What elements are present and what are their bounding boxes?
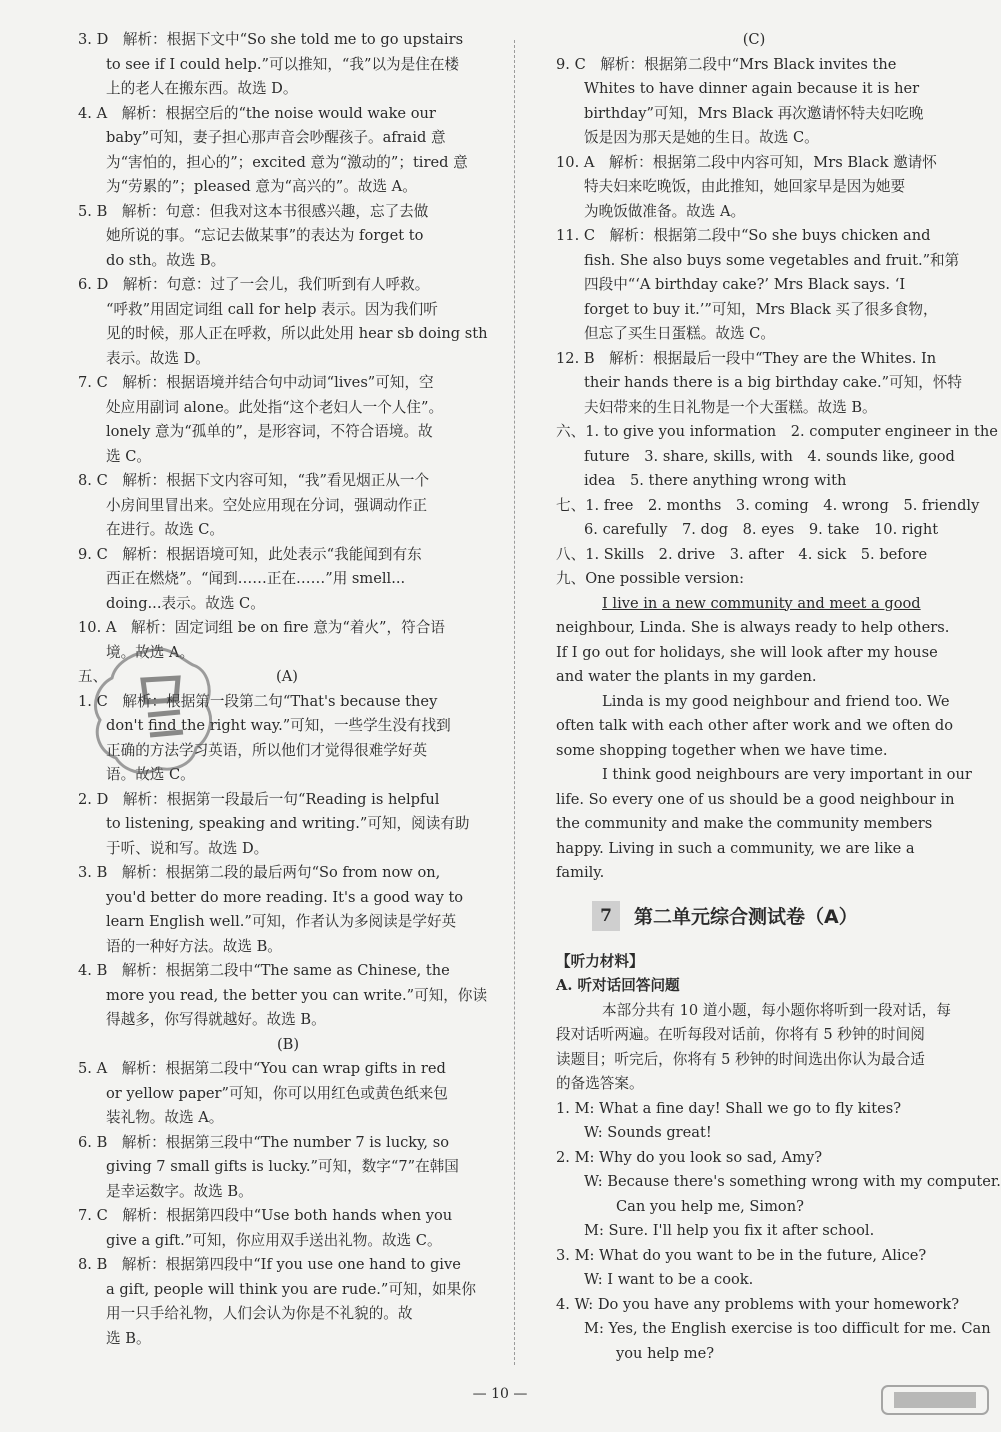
- text-line: 6. carefully 7. dog 8. eyes 9. take 10. right: [584, 521, 939, 538]
- text-line: “呼救”用固定词组 call for help 表示。因为我们听: [106, 300, 438, 318]
- stamp-logo: [88, 640, 218, 794]
- text-line: and water the plants in my garden.: [556, 668, 817, 685]
- text-line: 9. C 解析：根据第二段中“Mrs Black invites the: [556, 55, 897, 73]
- text-line: 得越多，你写得就越好。故选 B。: [106, 1011, 326, 1028]
- text-line: 6. B 解析：根据第三段中“The number 7 is lucky, so: [78, 1133, 449, 1151]
- text-line: 8. C 解析：根据下文内容可知，“我”看见烟正从一个: [78, 472, 430, 489]
- text-line: 的备选答案。: [556, 1075, 644, 1092]
- text-line: 四段中“‘A birthday cake?’ Mrs Black says. ‘I: [584, 276, 906, 293]
- text-line: fish. She also buys some vegetables and fruit.”和第: [584, 251, 960, 269]
- text-line: 特夫妇来吃晚饭，由此推知，她回家早是因为她要: [584, 178, 906, 195]
- text-line: 7. C 解析：根据第四段中“Use both hands when you: [78, 1207, 453, 1224]
- text-line: If I go out for holidays, she will look after my house: [556, 643, 938, 661]
- text-line: 10. A 解析：根据第二段中内容可知，Mrs Black 邀请怀: [556, 153, 937, 171]
- text-line: I think good neighbours are very important in our: [602, 766, 972, 783]
- text-line: 八、1. Skills 2. drive 3. after 4. sick 5. before: [556, 545, 928, 563]
- watermark-logo: [880, 1384, 990, 1432]
- text-line: (C): [742, 31, 766, 48]
- text-line: 1. C 解析：根据第一段第二句“That's because they: [78, 692, 438, 710]
- text-line: birthday”可知，Mrs Black 再次邀请怀特夫妇吃晚: [584, 104, 924, 122]
- text-line: 1. M: What a fine day! Shall we go to fly kites?: [556, 1099, 902, 1117]
- text-line: 是幸运数字。故选 B。: [106, 1182, 253, 1200]
- text-line: 段对话听两遍。在听每段对话前，你将有 5 秒钟的时间阅: [556, 1026, 925, 1043]
- text-line: 在进行。故选 C。: [106, 521, 224, 538]
- section-header: [592, 892, 952, 940]
- text-line: (B): [276, 1035, 300, 1053]
- text-line: 2. M: Why do you look so sad, Amy?: [556, 1148, 823, 1166]
- text-line: 处应用副词 alone。此处指“这个老妇人一个人住”。: [106, 398, 444, 416]
- column-divider: [514, 40, 515, 1365]
- text-line: learn English well.”可知，作者认为多阅读是学好英: [106, 913, 457, 930]
- text-line: often talk with each other after work and we often do: [556, 717, 954, 734]
- text-line: some shopping together when we have time.: [556, 741, 888, 759]
- text-line: 为晚饭做准备。故选 A。: [584, 202, 746, 220]
- text-line: lonely 意为“孤单的”，是形容词，不符合语境。故: [106, 423, 433, 440]
- text-line: 6. D 解析：句意：过了一会儿，我们听到有人呼救。: [78, 276, 430, 293]
- text-line: 表示。故选 D。: [106, 349, 210, 367]
- text-line: 她所说的事。“忘记去做某事”的表达为 forget to: [106, 227, 424, 244]
- text-line: neighbour, Linda. She is always ready to help others.: [556, 619, 950, 636]
- right-column: [556, 28, 1001, 1366]
- text-line: 境。故选 A。: [106, 643, 195, 661]
- text-line: 4. A 解析：根据空后的“the noise would wake our: [78, 104, 436, 122]
- text-line: W: I want to be a cook.: [584, 1271, 754, 1288]
- text-line: 3. M: What do you want to be in the future, Alice?: [556, 1246, 927, 1264]
- right-column-answers: [556, 28, 998, 886]
- text-line: give a gift.”可知，你应用双手送出礼物。故选 C。: [106, 1231, 442, 1249]
- text-line: W: Sounds great!: [584, 1124, 712, 1141]
- text-line: 读题目；听完后，你将有 5 秒钟的时间选出你认为最合适: [556, 1050, 925, 1068]
- text-line: 为“害怕的，担心的”；excited 意为“激动的”；tired 意: [106, 153, 468, 171]
- text-line: 小房间里冒出来。空处应用现在分词，强调动作正: [106, 496, 428, 514]
- text-line: idea 5. there anything wrong with: [584, 472, 847, 489]
- text-line: 选 C。: [106, 447, 151, 465]
- text-line: 西正在燃烧”。“闻到……正在……”用 smell...: [106, 570, 406, 587]
- text-line: 8. B 解析：根据第四段中“If you use one hand to give: [78, 1256, 461, 1273]
- text-line: 11. C 解析：根据第二段中“So she buys chicken and: [556, 227, 931, 244]
- text-line: baby”可知，妻子担心那声音会吵醒孩子。afraid 意: [106, 129, 446, 146]
- section-number-box: 7: [592, 901, 620, 931]
- text-line: giving 7 small gifts is lucky.”可知，数字“7”在韩国: [106, 1158, 459, 1175]
- text-line: the community and make the community members: [556, 815, 933, 832]
- text-line: 语。故选 C。: [106, 766, 195, 783]
- text-line: M: Yes, the English exercise is too difficult for me. Can: [584, 1320, 991, 1337]
- text-line: life. So every one of us should be a good neighbour in: [556, 790, 955, 808]
- text-line: 正确的方法学习英语，所以他们才觉得很难学好英: [106, 741, 428, 759]
- text-line: 2. D 解析：根据第一段最后一句“Reading is helpful: [78, 790, 440, 808]
- text-line: more you read, the better you can write.”可知，你读: [106, 986, 488, 1004]
- listening-material: [556, 950, 1001, 1367]
- text-line: 5. A 解析：根据第二段中“You can wrap gifts in red: [78, 1060, 446, 1077]
- text-line: 本部分共有 10 道小题，每小题你将听到一段对话，每: [602, 1001, 951, 1019]
- text-line: or yellow paper”可知，你可以用红色或黄色纸来包: [106, 1084, 448, 1102]
- text-line: I live in a new community and meet a good: [602, 594, 921, 612]
- subsection-label: (A): [276, 668, 298, 685]
- text-line: Whites to have dinner again because it is her: [584, 80, 920, 97]
- text-line: don't find the right way.”可知，一些学生没有找到: [106, 717, 451, 734]
- text-line: 装礼物。故选 A。: [106, 1109, 224, 1126]
- text-line: future 3. share, skills, with 4. sounds like, good: [584, 447, 955, 465]
- text-line: 但忘了买生日蛋糕。故选 C。: [584, 325, 775, 342]
- text-line: doing...表示。故选 C。: [106, 594, 265, 612]
- section-title: 第二单元综合测试卷（A）: [634, 906, 858, 928]
- text-line: 选 B。: [106, 1329, 151, 1347]
- text-line: 见的时候，那人正在呼救，所以此处用 hear sb doing sth: [106, 325, 488, 342]
- text-line: 九、One possible version:: [556, 570, 745, 587]
- text-line: 于听、说和写。故选 D。: [106, 839, 269, 857]
- text-line: Linda is my good neighbour and friend too. We: [602, 692, 950, 710]
- text-line: 3. B 解析：根据第二段的最后两句“So from now on,: [78, 864, 441, 881]
- section-marker: 五、: [78, 668, 108, 685]
- text-line: 12. B 解析：根据最后一段中“They are the Whites. In: [556, 349, 937, 367]
- text-line: 六、1. to give you information 2. computer engineer in the: [556, 423, 998, 440]
- page-number: — 10 —: [472, 1386, 528, 1402]
- text-line: 饭是因为那天是她的生日。故选 C。: [584, 129, 819, 146]
- text-line: 上的老人在搬东西。故选 D。: [106, 80, 298, 97]
- text-line: 为“劳累的”；pleased 意为“高兴的”。故选 A。: [106, 178, 417, 195]
- text-line: 3. D 解析：根据下文中“So she told me to go upstairs: [78, 31, 464, 48]
- text-line: forget to buy it.’”可知，Mrs Black 买了很多食物，: [584, 300, 938, 318]
- text-line: Can you help me, Simon?: [616, 1197, 804, 1215]
- text-line: 10. A 解析：固定词组 be on fire 意为“着火”，符合语: [78, 619, 445, 636]
- text-line: 5. B 解析：句意：但我对这本书很感兴趣，忘了去做: [78, 202, 429, 220]
- text-line: to listening, speaking and writing.”可知，阅读有助: [106, 815, 470, 832]
- text-line: 语的一种好方法。故选 B。: [106, 937, 282, 955]
- text-line: 4. W: Do you have any problems with your homework?: [556, 1295, 960, 1313]
- text-line: 9. C 解析：根据语境可知，此处表示“我能闻到有东: [78, 545, 422, 563]
- text-line: 7. C 解析：根据语境并结合句中动词“lives”可知，空: [78, 374, 434, 391]
- text-line: 用一只手给礼物，人们会认为你是不礼貌的。故: [106, 1305, 413, 1322]
- text-line: to see if I could help.”可以推知，“我”以为是住在楼: [106, 55, 460, 73]
- text-line: 七、1. free 2. months 3. coming 4. wrong 5. friendly: [556, 496, 980, 514]
- text-line: their hands there is a big birthday cake.”可知，怀特: [584, 374, 963, 391]
- text-line: 夫妇带来的生日礼物是一个大蛋糕。故选 B。: [584, 398, 877, 416]
- text-line: happy. Living in such a community, we are like a: [556, 839, 915, 857]
- text-line: 4. B 解析：根据第二段中“The same as Chinese, the: [78, 962, 450, 979]
- text-line: 【听力材料】: [556, 952, 644, 970]
- text-line: W: Because there's something wrong with my computer.: [584, 1173, 1001, 1190]
- text-line: do sth。故选 B。: [106, 251, 226, 269]
- text-line: A. 听对话回答问题: [556, 977, 680, 994]
- text-line: M: Sure. I'll help you fix it after school.: [584, 1222, 875, 1239]
- text-line: you help me?: [616, 1344, 715, 1362]
- text-line: a gift, people will think you are rude.”可知，如果你: [106, 1280, 476, 1298]
- text-line: family.: [556, 864, 605, 881]
- text-line: you'd better do more reading. It's a good way to: [106, 888, 464, 906]
